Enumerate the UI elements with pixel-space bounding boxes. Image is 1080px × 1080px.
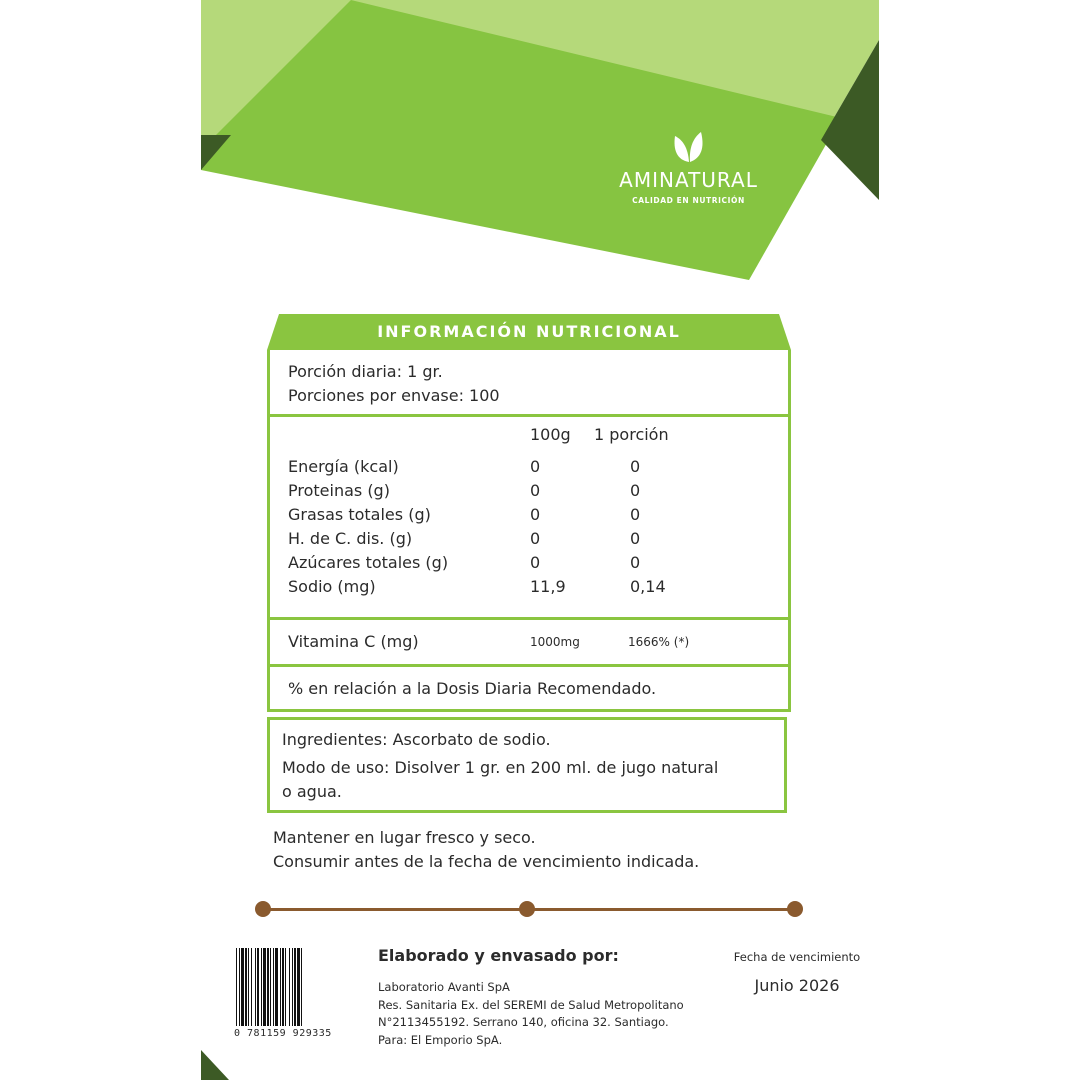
col-header-portion: 1 porción	[594, 425, 669, 444]
vitamin-label: Vitamina C (mg)	[288, 632, 419, 651]
nutrient-per100: 0	[530, 457, 541, 476]
nutrient-label: Grasas totales (g)	[288, 505, 431, 524]
barcode-bar	[263, 948, 266, 1026]
barcode-bar	[275, 948, 278, 1026]
nutrition-box	[267, 350, 791, 712]
product-label	[201, 0, 879, 1080]
ingredients-box	[267, 717, 787, 813]
barcode-bar	[236, 948, 237, 1026]
note-section	[270, 667, 788, 709]
dark-green-corner	[201, 1050, 229, 1080]
nutrient-label: Energía (kcal)	[288, 457, 399, 476]
expiry-date: Junio 2026	[754, 976, 840, 995]
barcode-bar	[248, 948, 249, 1026]
usage-line-1: Modo de uso: Disolver 1 gr. en 200 ml. de jugo natural	[282, 758, 719, 777]
producer-line-3: N°2113455192. Serrano 140, oficina 32. Santiago.	[378, 1015, 669, 1029]
nutrition-table	[267, 314, 791, 712]
barcode-bar	[257, 948, 259, 1026]
brand-tagline: CALIDAD EN NUTRICIÓN	[632, 196, 745, 205]
nutrient-section	[270, 417, 788, 620]
barcode-bar	[282, 948, 284, 1026]
nutrient-per100: 0	[530, 481, 541, 500]
storage-line-1: Mantener en lugar fresco y seco.	[273, 828, 536, 847]
vitamin-amount: 1000mg	[530, 635, 580, 649]
nutrient-per-portion: 0	[630, 457, 641, 476]
nutrient-label: Proteinas (g)	[288, 481, 390, 500]
barcode-bar	[255, 948, 256, 1026]
producer-line-2: Res. Sanitaria Ex. del SEREMI de Salud Metropolitano	[378, 997, 684, 1012]
col-header-100g: 100g	[530, 425, 571, 444]
nutrient-per-portion: 0	[630, 529, 641, 548]
portions-per-pack: Porciones por envase: 100	[288, 386, 500, 405]
barcode-bar	[267, 948, 269, 1026]
nutrient-per-portion: 0	[630, 481, 641, 500]
barcode	[234, 948, 344, 1042]
nutrition-title: INFORMACIÓN NUTRICIONAL	[377, 322, 681, 341]
producer-heading: Elaborado y envasado por:	[378, 946, 619, 965]
ingredients-line: Ingredientes: Ascorbato de sodio.	[282, 730, 551, 749]
barcode-bar	[294, 948, 296, 1026]
expiry-block	[727, 950, 867, 995]
barcode-bar	[280, 948, 281, 1026]
vitamin-percent: 1666% (*)	[628, 635, 690, 649]
usage-line-2: o agua.	[282, 782, 342, 801]
portion-daily: Porción diaria: 1 gr.	[288, 362, 443, 381]
portion-section	[270, 350, 788, 417]
nutrient-per-portion: 0,14	[630, 577, 666, 596]
timeline-dot	[787, 901, 803, 917]
barcode-bar	[251, 948, 252, 1026]
vitamin-section	[270, 620, 788, 667]
timeline-dot	[519, 901, 535, 917]
nutrient-label: Azúcares totales (g)	[288, 553, 449, 572]
barcode-bar	[289, 948, 290, 1026]
nutrient-per100: 0	[530, 529, 541, 548]
storage-text	[273, 826, 699, 874]
producer-line-4: Para: El Emporio SpA.	[378, 1032, 503, 1047]
nutrient-per100: 0	[530, 553, 541, 572]
dose-note: % en relación a la Dosis Diaria Recomendado.	[288, 679, 657, 698]
nutrition-header	[267, 314, 791, 350]
barcode-bar	[241, 948, 244, 1026]
brand-name: AMINATURAL	[619, 168, 758, 192]
nutrient-per-portion: 0	[630, 505, 641, 524]
barcode-bar	[292, 948, 293, 1026]
nutrient-per100: 0	[530, 505, 541, 524]
timeline-dot	[255, 901, 271, 917]
producer-info	[378, 946, 684, 1049]
nutrient-label: Sodio (mg)	[288, 577, 376, 596]
expiry-label: Fecha de vencimiento	[733, 950, 861, 964]
divider-timeline	[255, 898, 805, 920]
barcode-bar	[270, 948, 271, 1026]
brand-logo	[596, 130, 781, 205]
storage-line-2: Consumir antes de la fecha de vencimiento indicada.	[273, 852, 700, 871]
barcode-bar	[301, 948, 302, 1026]
nutrient-per-portion: 0	[630, 553, 641, 572]
barcode-bar	[297, 948, 300, 1026]
nutrient-label: H. de C. dis. (g)	[288, 529, 413, 548]
nutrient-per100: 11,9	[530, 577, 566, 596]
barcode-number: 0 781159 929335	[234, 1028, 332, 1039]
leaf-icon	[671, 130, 707, 164]
barcode-bars	[234, 948, 344, 1026]
barcode-bar	[273, 948, 274, 1026]
producer-line-1: Laboratorio Avanti SpA	[378, 980, 510, 994]
barcode-bar	[261, 948, 262, 1026]
barcode-bar	[245, 948, 247, 1026]
barcode-bar	[285, 948, 286, 1026]
barcode-bar	[239, 948, 240, 1026]
